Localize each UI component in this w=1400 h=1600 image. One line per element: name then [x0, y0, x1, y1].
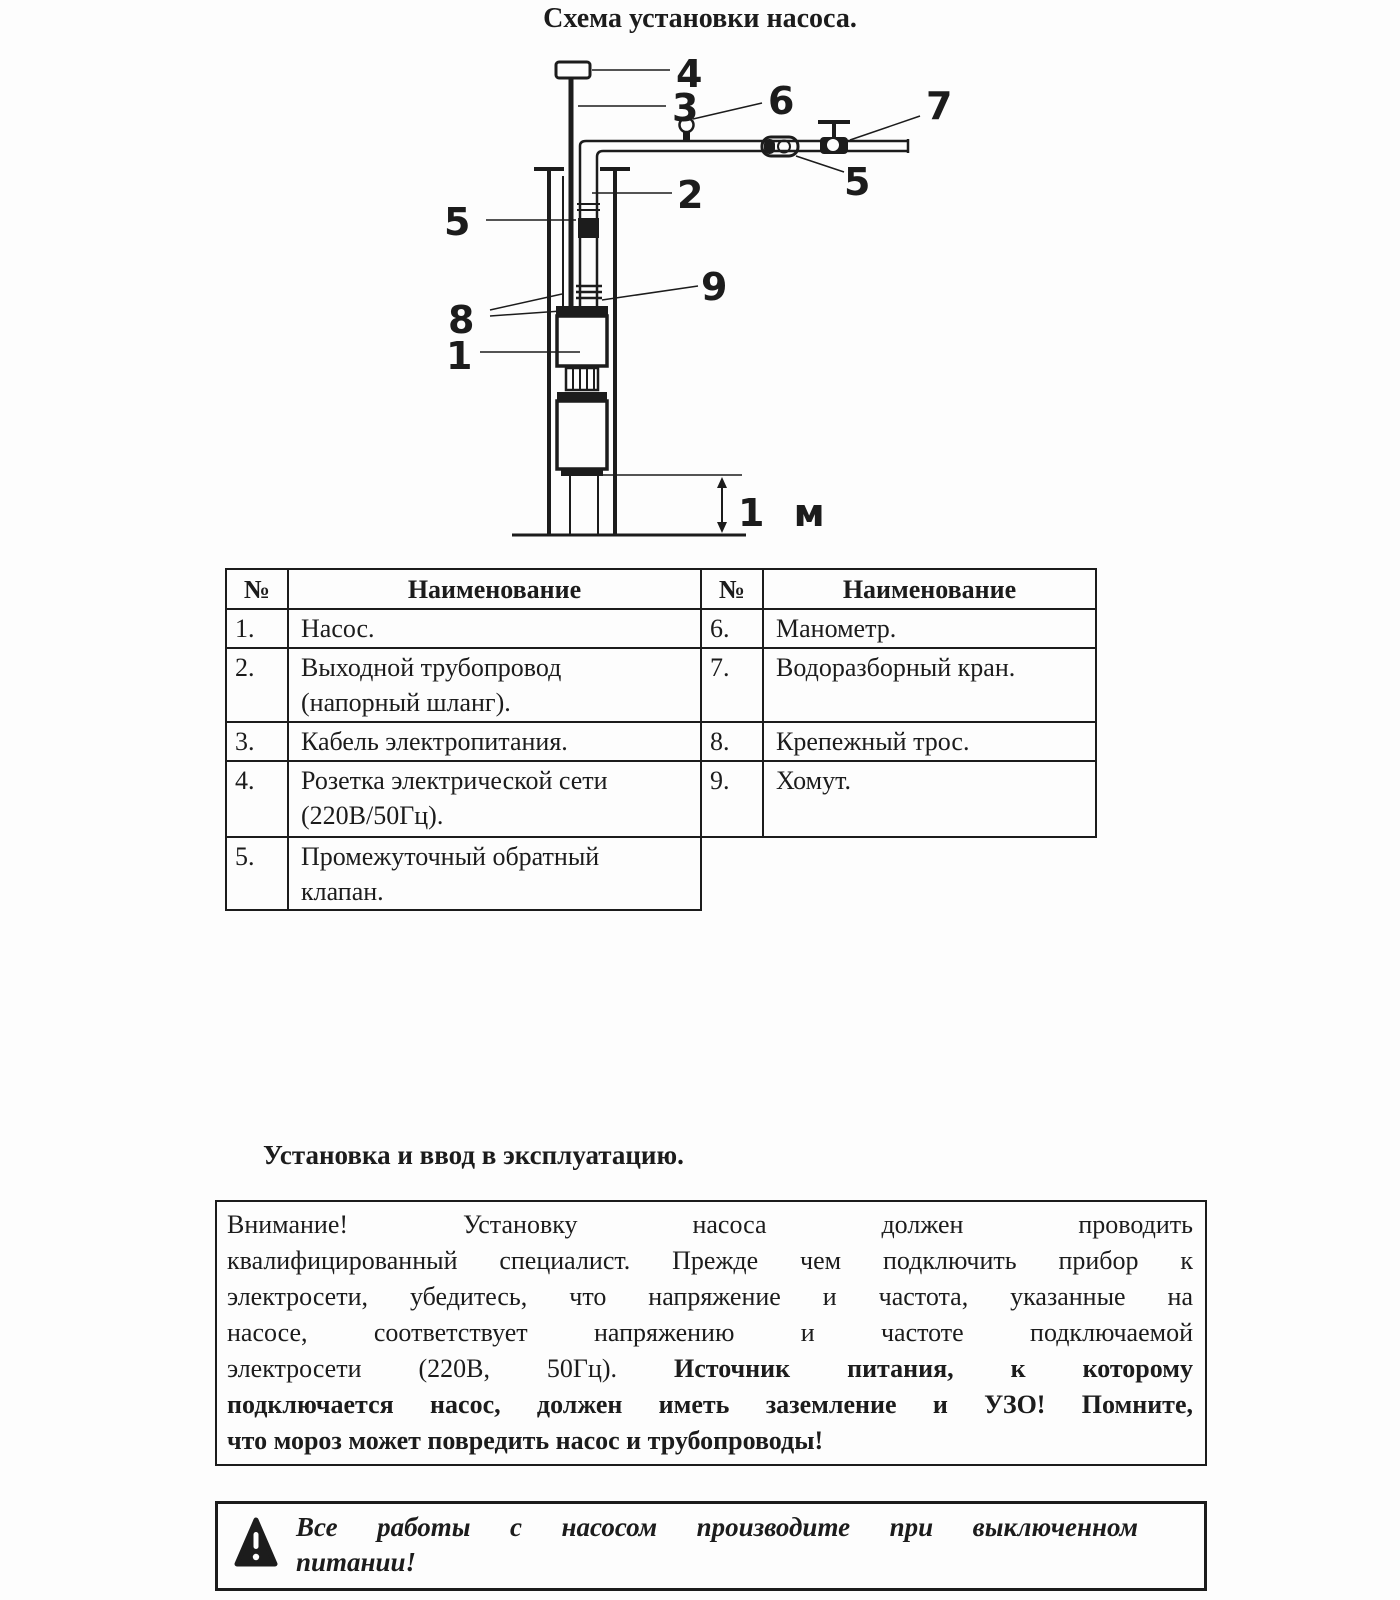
cell-name: Водоразборный кран. — [763, 648, 1096, 722]
cell-name: Кабель электропитания. — [288, 722, 701, 761]
section-heading: Установка и ввод в эксплуатацию. — [263, 1140, 684, 1170]
page-title: Схема установки насоса. — [543, 3, 857, 34]
diagram-label-8: 8 — [448, 298, 475, 342]
cell-name: Выходной трубопровод (напорный шланг). — [288, 648, 701, 722]
diagram-label-7: 7 — [926, 84, 953, 128]
diagram-label-5-right: 5 — [844, 160, 871, 204]
attention-line: квалифицированный специалист. Прежде чем подключить прибор к — [227, 1246, 1193, 1275]
col-header-no-left: № — [226, 569, 288, 609]
cell-no: 7. — [701, 648, 763, 722]
col-header-no-right: № — [701, 569, 763, 609]
power-socket — [556, 62, 670, 78]
table-row — [226, 761, 1096, 837]
cell-empty — [701, 837, 763, 910]
table-header-row — [226, 569, 1096, 609]
cell-no: 9. — [701, 761, 763, 837]
attention-box — [215, 1200, 1207, 1466]
cell-name: Насос. — [288, 609, 701, 648]
warning-box — [215, 1501, 1207, 1591]
cell-name: Крепежный трос. — [763, 722, 1096, 761]
cell-no: 3. — [226, 722, 288, 761]
table-row — [226, 722, 1096, 761]
pump-installation-diagram — [420, 48, 980, 548]
cell-no: 5. — [226, 837, 288, 910]
table-row — [226, 648, 1096, 722]
cell-no: 4. — [226, 761, 288, 837]
col-header-name-left: Наименование — [288, 569, 701, 609]
attention-line: насосе, соответствует напряжению и частоте подключаемой — [227, 1318, 1193, 1347]
attention-line: электросети, убедитесь, что напряжение и частота, указанные на — [227, 1282, 1193, 1311]
check-valve-well — [486, 204, 600, 238]
power-cable — [571, 78, 666, 310]
diagram-label-2: 2 — [677, 173, 704, 217]
diagram-label-1: 1 — [446, 334, 473, 378]
warning-line: Все работы с насосом производите при выключенном — [296, 1512, 1138, 1542]
diagram-label-9: 9 — [701, 265, 728, 309]
cell-no: 8. — [701, 722, 763, 761]
attention-line: Внимание! Установку насоса должен проводить — [227, 1210, 1193, 1239]
table-row — [226, 609, 1096, 648]
attention-line: подключается насос, должен иметь заземление и УЗО! Помните, — [227, 1390, 1193, 1419]
cell-empty — [763, 837, 1096, 910]
cell-name: Манометр. — [763, 609, 1096, 648]
col-header-name-right: Наименование — [763, 569, 1096, 609]
diagram-label-4: 4 — [676, 52, 703, 96]
clamp — [576, 286, 698, 300]
cell-no: 6. — [701, 609, 763, 648]
diagram-label-3: 3 — [672, 86, 699, 130]
cell-name: Розетка электрической сети (220В/50Гц). — [288, 761, 701, 837]
attention-line: что мороз может повредить насос и трубопроводы! — [227, 1426, 824, 1455]
cell-name: Хомут. — [763, 761, 1096, 837]
diagram-label-5-left: 5 — [444, 200, 471, 244]
diagram-label-6: 6 — [768, 79, 795, 123]
warning-triangle-icon — [234, 1516, 278, 1568]
diagram-label-1m: 1 м — [738, 491, 825, 535]
pump-body — [480, 306, 608, 534]
parts-table — [225, 568, 1097, 911]
water-tap — [818, 116, 920, 154]
cell-no: 1. — [226, 609, 288, 648]
warning-line: питании! — [296, 1547, 417, 1577]
attention-line: электросети (220В, 50Гц). Источник питания, к которому — [227, 1354, 1193, 1383]
warning-text — [278, 1504, 1204, 1588]
table-row — [226, 837, 1096, 910]
cell-name: Промежуточный обратный клапан. — [288, 837, 701, 910]
cell-no: 2. — [226, 648, 288, 722]
